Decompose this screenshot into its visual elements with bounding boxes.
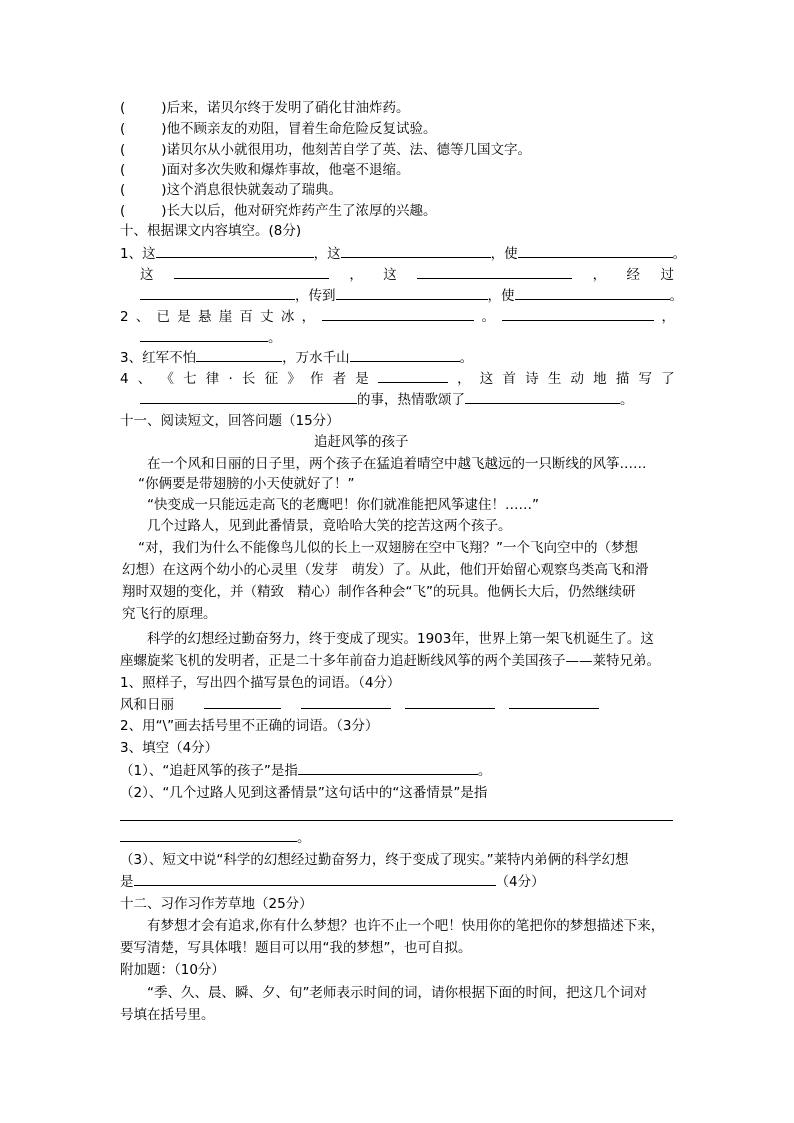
example-word: 风和日丽 bbox=[120, 697, 174, 713]
order-item-text: 这个消息很快就轰动了瑞典。 bbox=[166, 182, 343, 198]
open-paren: ( bbox=[120, 121, 126, 137]
close-paren: ) bbox=[161, 162, 167, 178]
order-item bbox=[120, 202, 437, 220]
char: 这 bbox=[479, 371, 494, 387]
text: 过 bbox=[660, 267, 674, 283]
section10-heading: 十、根据课文内容填空。(8分) bbox=[120, 223, 302, 239]
order-item-text: 长大以后，他对研究炸药产生了浓厚的兴趣。 bbox=[166, 203, 437, 219]
text: ，这 bbox=[313, 246, 341, 262]
answer-blank[interactable] bbox=[120, 829, 297, 842]
text: （4分） bbox=[495, 874, 545, 890]
bonus-prompt: “季、久、晨、瞬、夕、旬”老师表示时间的词，请你根据下面的时间，把这几个词对 bbox=[147, 985, 647, 1001]
answer-blank[interactable] bbox=[378, 370, 448, 383]
text: 。 bbox=[620, 392, 634, 408]
q11-3-2: （2）、“几个过路人见到这番情景”这句话中的“这番情景”是指 bbox=[120, 785, 488, 801]
answer-blank[interactable] bbox=[120, 808, 673, 821]
story-paragraph: “对，我们为什么不能像鸟儿似的长上一双翅膀在空中飞翔？”一个飞向空中的（梦想 bbox=[138, 540, 638, 556]
char: 2 bbox=[120, 309, 129, 325]
q11-1: 1、照样子，写出四个描写景色的词语。（4分） bbox=[120, 675, 401, 691]
char: 悬 bbox=[197, 309, 212, 325]
char: 了 bbox=[661, 371, 675, 387]
text: ，传到 bbox=[295, 288, 336, 304]
story-paragraph: “你俩要是带翅膀的小天使就好了！” bbox=[138, 476, 355, 492]
answer-blank[interactable] bbox=[174, 266, 329, 279]
answer-blank[interactable] bbox=[134, 873, 496, 886]
close-paren: ) bbox=[161, 203, 167, 219]
q11-3-3-line bbox=[120, 873, 545, 891]
text: 。 bbox=[481, 309, 495, 325]
close-paren: ) bbox=[161, 100, 167, 116]
char: 描 bbox=[615, 371, 630, 387]
q10-1-line3 bbox=[140, 287, 683, 305]
order-item bbox=[120, 161, 410, 179]
char: 地 bbox=[593, 371, 607, 387]
q10-1-line2 bbox=[140, 266, 674, 284]
text: 。 bbox=[297, 830, 311, 846]
answer-blank[interactable] bbox=[515, 287, 670, 300]
text: 。 bbox=[268, 330, 282, 346]
q10-3 bbox=[120, 349, 473, 367]
story-paragraph: 幻想）在这两个幼小的心灵里（发芽 萌发）了。从此，他们开始留心观察鸟类高飞和滑 bbox=[122, 562, 649, 578]
section11-heading: 十一、阅读短文，回答问题（15分） bbox=[120, 413, 340, 429]
char: 诗 bbox=[525, 371, 539, 387]
char: 生 bbox=[547, 371, 562, 387]
answer-blank[interactable] bbox=[140, 329, 268, 342]
order-item-text: 诺贝尔从小就很用功，他刻苦自学了英、法、德等几国文字。 bbox=[166, 142, 532, 158]
char: 百 bbox=[239, 309, 253, 325]
q10-4-line2 bbox=[140, 391, 634, 409]
char: 七 bbox=[183, 371, 197, 387]
text: 这 bbox=[140, 267, 154, 283]
char: 已 bbox=[156, 309, 171, 325]
q11-2: 2、用“\”画去括号里不正确的词语。（3分） bbox=[120, 718, 379, 734]
close-paren: ) bbox=[161, 121, 167, 137]
open-paren: ( bbox=[120, 203, 126, 219]
answer-blank[interactable] bbox=[518, 245, 673, 258]
q10-4-line1 bbox=[120, 370, 675, 388]
char: 冰 bbox=[280, 309, 295, 325]
q11-3-1 bbox=[120, 762, 491, 780]
text: （1）、“追赶风筝的孩子”是指 bbox=[120, 763, 298, 779]
char: ， bbox=[457, 371, 471, 387]
story-paragraph: 究飞行的原理。 bbox=[122, 606, 217, 622]
comma: ， bbox=[349, 267, 363, 283]
order-item-text: 面对多次失败和爆炸事故，他毫不退缩。 bbox=[166, 162, 410, 178]
q11-3-3: （3）、短文中说“科学的幻想经过勤奋努力，终于变成了现实。”莱特内弟俩的科学幻想 bbox=[120, 852, 629, 868]
story-paragraph: “快变成一只能远走高飞的老鹰吧！你们就准能把风筝逮住！……” bbox=[147, 497, 539, 513]
char: 作 bbox=[309, 371, 324, 387]
essay-prompt: 有梦想才会有追求,你有什么梦想？也许不止一个吧！快用你的笔把你的梦想描述下来， bbox=[147, 918, 665, 934]
q10-2-line1 bbox=[120, 308, 675, 326]
char: 丈 bbox=[260, 309, 274, 325]
close-paren: ) bbox=[161, 142, 167, 158]
order-item bbox=[120, 99, 410, 117]
answer-blank[interactable] bbox=[417, 266, 572, 279]
char: ， bbox=[301, 309, 316, 325]
order-item bbox=[120, 181, 342, 199]
text: ， bbox=[661, 309, 675, 325]
question-number: 1、 bbox=[120, 246, 143, 262]
q10-1-line1 bbox=[120, 245, 686, 263]
char: 动 bbox=[570, 371, 584, 387]
text: 是 bbox=[120, 874, 134, 890]
answer-blank[interactable] bbox=[322, 308, 474, 321]
text: 的事，热情歌颂了 bbox=[357, 392, 465, 408]
char: 崖 bbox=[218, 309, 233, 325]
char: · bbox=[228, 371, 233, 387]
answer-blank[interactable] bbox=[350, 349, 460, 362]
text: 3、红军不怕 bbox=[120, 350, 197, 366]
story-title: 追赶风筝的孩子 bbox=[314, 434, 409, 450]
text: 。 bbox=[669, 288, 683, 304]
open-paren: ( bbox=[120, 100, 126, 116]
text: 这 bbox=[383, 267, 397, 283]
char: 是 bbox=[177, 309, 191, 325]
q11-3-2-line bbox=[120, 808, 673, 826]
comma: ， bbox=[592, 267, 607, 283]
text: 这 bbox=[142, 246, 156, 262]
text: ，使 bbox=[490, 246, 518, 262]
q10-2-line2 bbox=[140, 329, 282, 347]
char: 《 bbox=[160, 371, 174, 387]
bonus-heading: 附加题：（10分） bbox=[120, 962, 225, 978]
story-paragraph: 翔时双翅的变化，并（精致 精心）制作各种会“飞”的玩具。他俩长大后，仍然继续研 bbox=[122, 584, 636, 600]
char: 4 bbox=[120, 371, 129, 387]
answer-blank[interactable] bbox=[204, 696, 281, 709]
char: 长 bbox=[241, 371, 256, 387]
close-paren: ) bbox=[161, 182, 167, 198]
char: 者 bbox=[332, 371, 347, 387]
order-item bbox=[120, 141, 531, 159]
answer-blank[interactable] bbox=[502, 308, 654, 321]
order-item-text: 后来，诺贝尔终于发明了硝化甘油炸药。 bbox=[166, 100, 410, 116]
answer-blank[interactable] bbox=[140, 391, 357, 404]
answer-blank[interactable] bbox=[298, 762, 478, 775]
answer-blank[interactable] bbox=[465, 391, 620, 404]
order-item-text: 他不顾亲友的劝阻，冒着生命危险反复试验。 bbox=[166, 121, 437, 137]
answer-blank[interactable] bbox=[301, 696, 391, 709]
open-paren: ( bbox=[120, 182, 126, 198]
story-paragraph: 座螺旋桨飞机的发明者，正是二十多年前奋力追赶断线风筝的两个美国孩子——莱特兄弟。 bbox=[120, 653, 660, 669]
bonus-prompt: 号填在括号里。 bbox=[120, 1007, 215, 1023]
story-paragraph: 几个过路人，见到此番情景，竟哈哈大笑的挖苦这两个孩子。 bbox=[147, 518, 512, 534]
text: 经 bbox=[626, 267, 641, 283]
char: 首 bbox=[502, 371, 516, 387]
text: ，万水千山 bbox=[282, 350, 350, 366]
q11-3: 3、填空（4分） bbox=[120, 740, 219, 756]
q11-1-answers bbox=[120, 696, 599, 714]
q11-3-2-line2 bbox=[120, 829, 311, 847]
answer-blank[interactable] bbox=[156, 245, 314, 258]
essay-prompt: 要写清楚，写具体哦！题目可以用“我的梦想”，也可自拟。 bbox=[120, 940, 472, 956]
answer-blank[interactable] bbox=[196, 349, 282, 362]
char: 写 bbox=[638, 371, 652, 387]
open-paren: ( bbox=[120, 162, 126, 178]
text: 。 bbox=[477, 763, 492, 779]
story-paragraph: 科学的幻想经过勤奋努力，终于变成了现实。1903年，世界上第一架飞机诞生了。这 bbox=[147, 631, 654, 647]
order-item bbox=[120, 120, 437, 138]
char: 、 bbox=[137, 371, 152, 387]
char: 》 bbox=[287, 371, 301, 387]
char: 征 bbox=[264, 371, 279, 387]
story-paragraph: 在一个风和日丽的日子里，两个孩子在猛追着晴空中越飞越远的一只断线的风筝…… bbox=[147, 456, 647, 472]
open-paren: ( bbox=[120, 142, 126, 158]
answer-blank[interactable] bbox=[336, 287, 488, 300]
text: 。 bbox=[672, 246, 687, 262]
answer-blank[interactable] bbox=[341, 245, 491, 258]
char: 是 bbox=[355, 371, 369, 387]
answer-blank[interactable] bbox=[140, 287, 295, 300]
char: 律 bbox=[205, 371, 220, 387]
answer-blank[interactable] bbox=[405, 696, 495, 709]
section12-heading: 十二、习作习作芳草地（25分） bbox=[120, 896, 313, 912]
char: 、 bbox=[135, 309, 150, 325]
text: 。 bbox=[459, 350, 474, 366]
text: ，使 bbox=[487, 288, 515, 304]
answer-blank[interactable] bbox=[509, 696, 599, 709]
